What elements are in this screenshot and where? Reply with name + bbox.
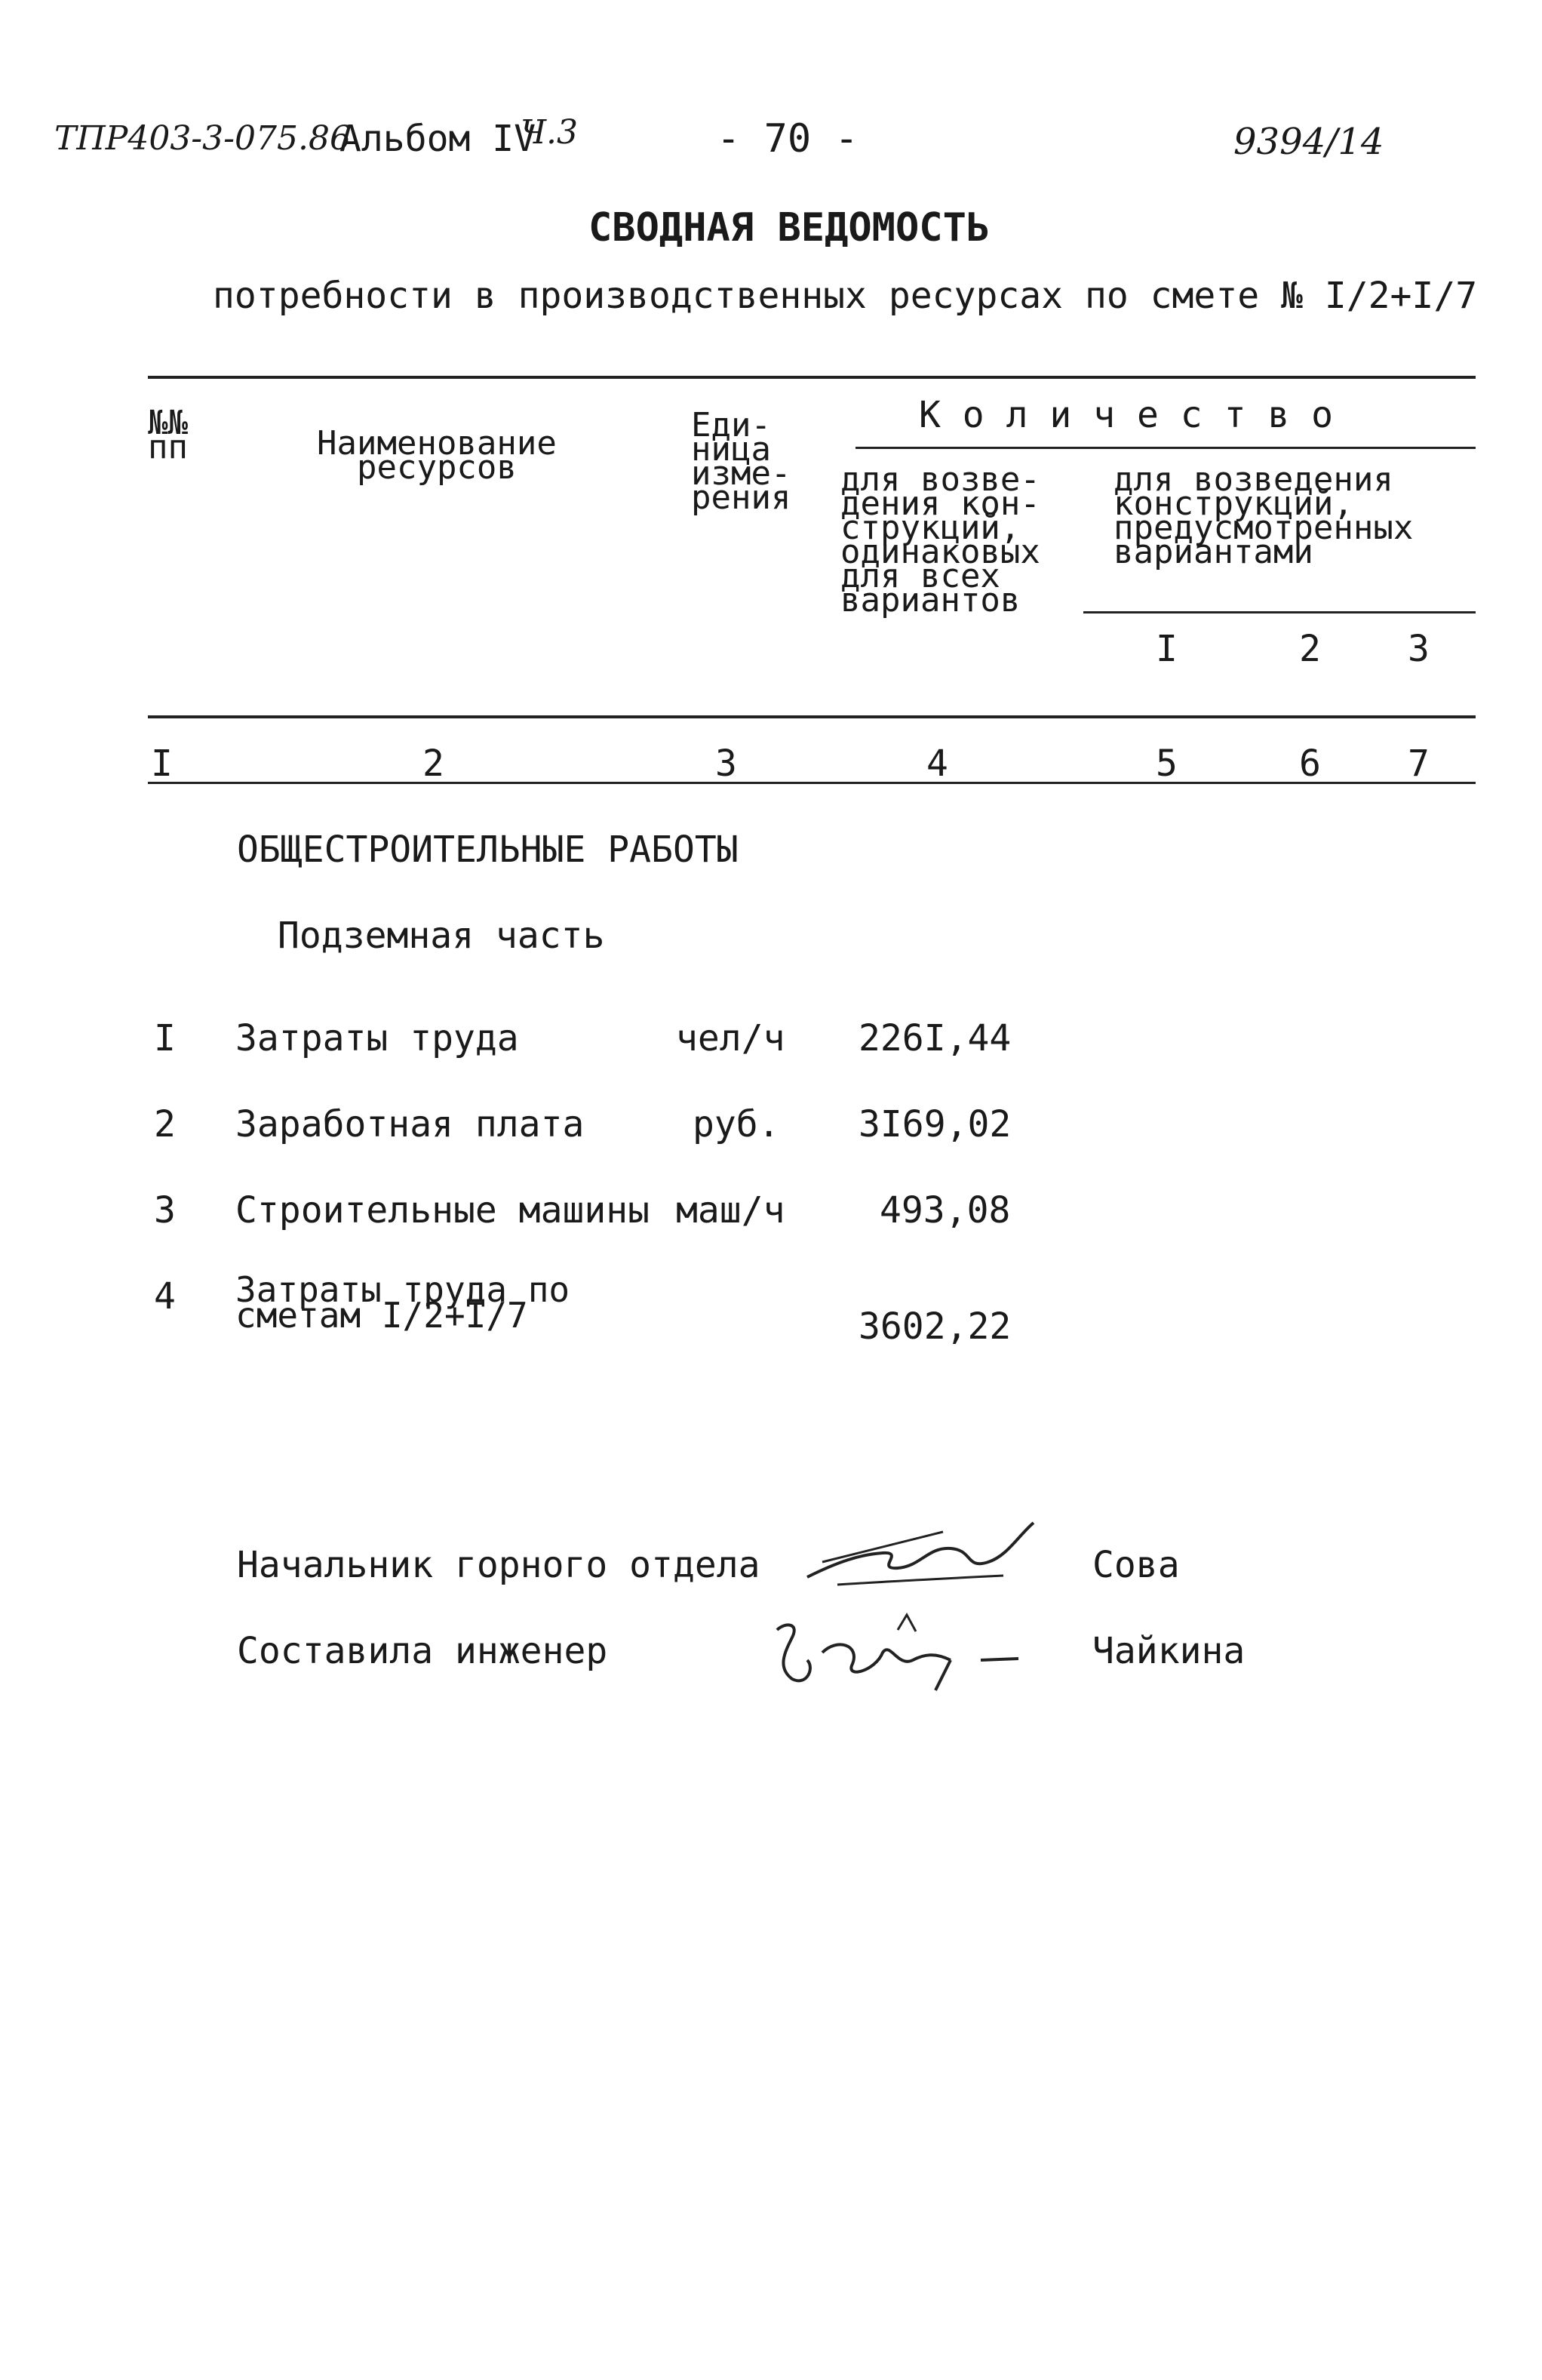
- page-title: СВОДНАЯ ВЕДОМОСТЬ: [588, 205, 991, 251]
- header-bottom-rule: [148, 715, 1476, 718]
- row-name: Строительные машины: [235, 1189, 650, 1232]
- row-number: 4: [154, 1275, 176, 1318]
- col-header-number: №№ пп: [148, 404, 188, 466]
- row-number: 3: [154, 1189, 176, 1232]
- col-number-3: 3: [715, 743, 737, 785]
- handwritten-signature-1: [792, 1509, 1041, 1600]
- signature-name: Чайкина: [1092, 1630, 1246, 1672]
- row-value: 493,08: [880, 1189, 1011, 1232]
- row-value: 3I69,02: [859, 1103, 1012, 1145]
- section-title: ОБЩЕСТРОИТЕЛЬНЫЕ РАБОТЫ: [237, 829, 739, 871]
- page-number: - 70 -: [717, 116, 859, 161]
- col-number-4: 4: [926, 743, 948, 785]
- row-name: Заработная плата: [235, 1103, 585, 1145]
- row-number: I: [154, 1017, 176, 1059]
- row-value: 226I,44: [859, 1017, 1012, 1059]
- variant-label-1: I: [1156, 628, 1178, 670]
- row-unit: маш/ч: [676, 1189, 785, 1232]
- row-name: Затраты труда по сметам I/2+I/7: [235, 1269, 570, 1336]
- variant-label-3: 3: [1408, 628, 1430, 670]
- col-number-2: 2: [422, 743, 444, 785]
- row-value: 3602,22: [859, 1305, 1012, 1348]
- col-header-common: для возве- дения кон- струкций, одинаковых для всех вариантов: [840, 460, 1040, 620]
- album-note: Ч.3: [521, 113, 578, 152]
- page-subtitle: потребности в производственных ресурсах по смете № I/2+I/7: [213, 275, 1478, 317]
- signature-role: Начальник горного отдела: [237, 1544, 760, 1586]
- variant-label-2: 2: [1299, 628, 1321, 670]
- col-header-variants: для возведения конструкций, предусмотренных вариантами: [1113, 460, 1414, 571]
- album-label: Альбом IV: [339, 118, 536, 160]
- col-number-7: 7: [1408, 743, 1430, 785]
- variants-rule: [1083, 611, 1476, 613]
- signature-name: Сова: [1092, 1544, 1180, 1586]
- row-unit: руб.: [693, 1103, 780, 1145]
- signature-role: Составила инженер: [237, 1630, 608, 1672]
- document-code: ТПР403-3-075.86: [54, 119, 351, 158]
- col-number-6: 6: [1299, 743, 1321, 785]
- row-number: 2: [154, 1103, 176, 1145]
- handwritten-signature-2: [762, 1607, 1034, 1705]
- col-number-5: 5: [1156, 743, 1178, 785]
- row-name: Затраты труда: [235, 1017, 519, 1059]
- inventory-number: 9394/14: [1233, 121, 1384, 163]
- col-numbers-rule: [148, 782, 1476, 784]
- row-unit: чел/ч: [676, 1017, 785, 1059]
- col-header-quantity: К о л и ч е с т в о: [919, 394, 1334, 436]
- col-number-1: I: [151, 743, 173, 785]
- section-subtitle: Подземная часть: [278, 915, 605, 957]
- col-header-unit: Еди- ница изме- рения: [691, 406, 791, 517]
- qty-header-rule: [855, 447, 1476, 449]
- table-top-rule: [148, 376, 1476, 379]
- col-header-name: Наименование ресурсов: [317, 424, 557, 487]
